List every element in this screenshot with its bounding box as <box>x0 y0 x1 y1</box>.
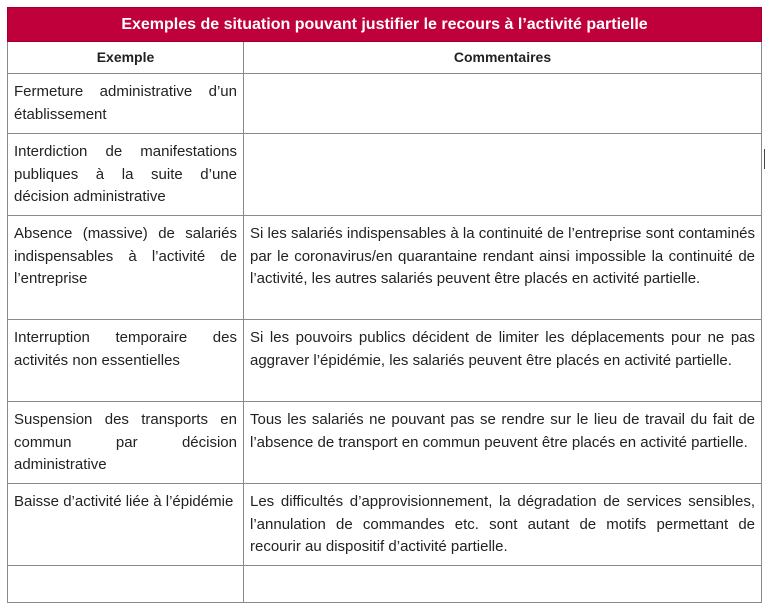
example-cell[interactable]: Interruption temporaire des activités non essentielles <box>8 320 244 402</box>
table-title[interactable]: Exemples de situation pouvant justifier le recours à l’activité partielle <box>8 8 762 42</box>
header-row <box>8 42 762 74</box>
comment-cell[interactable]: Si les pouvoirs publics décident de limiter les déplacements pour ne pas aggraver l’épidémie, les salariés peuvent être placés en activité partielle. <box>244 320 762 402</box>
example-cell[interactable]: Suspension des transports en commun par décision administrative <box>8 402 244 484</box>
comment-cell[interactable]: Si les salariés indispensables à la continuité de l’entreprise sont contaminés par le coronavirus/en quarantaine rendant ainsi impossible la continuité de l’activité, les autres salariés peuvent être placés en activité partielle. <box>244 216 762 320</box>
example-cell[interactable] <box>8 566 244 603</box>
table-row <box>8 402 762 484</box>
table-row <box>8 566 762 603</box>
text-cursor <box>764 149 765 169</box>
example-cell[interactable]: Absence (massive) de salariés indispensables à l’activité de l’entreprise <box>8 216 244 320</box>
comment-cell[interactable] <box>244 74 762 134</box>
column-header-example[interactable]: Exemple <box>8 42 244 74</box>
table-row <box>8 484 762 566</box>
table-row <box>8 74 762 134</box>
table-row <box>8 134 762 216</box>
comment-cell[interactable]: Les difficultés d’approvisionnement, la dégradation de services sensibles, l’annulation de commandes etc. sont autant de motifs permettant de recourir au dispositif d’activité partielle. <box>244 484 762 566</box>
comment-cell[interactable] <box>244 566 762 603</box>
situations-table <box>7 7 762 603</box>
table-row <box>8 216 762 320</box>
table-row <box>8 320 762 402</box>
example-cell[interactable]: Fermeture administrative d’un établissement <box>8 74 244 134</box>
example-cell[interactable]: Interdiction de manifestations publiques à la suite d’une décision administrative <box>8 134 244 216</box>
comment-cell[interactable]: Tous les salariés ne pouvant pas se rendre sur le lieu de travail du fait de l’absence de transport en commun peuvent être placés en activité partielle. <box>244 402 762 484</box>
column-header-comments[interactable]: Commentaires <box>244 42 762 74</box>
comment-cell[interactable] <box>244 134 762 216</box>
title-row <box>8 8 762 42</box>
example-cell[interactable]: Baisse d’activité liée à l’épidémie <box>8 484 244 566</box>
